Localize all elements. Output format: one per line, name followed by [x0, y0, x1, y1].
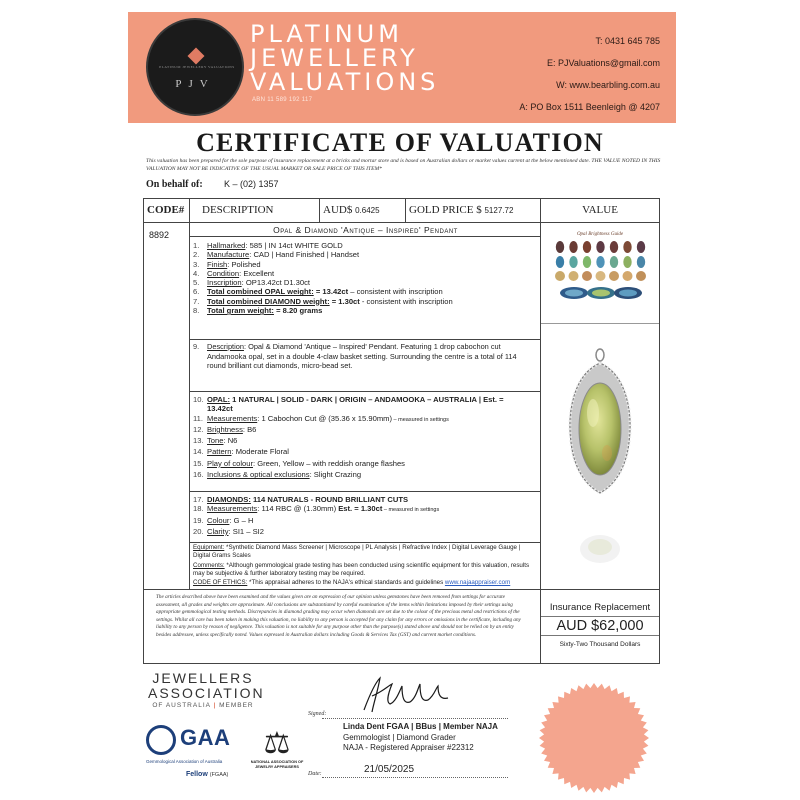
header-description: DESCRIPTION [190, 199, 320, 222]
line-number: 15. [193, 458, 204, 468]
seal-stamp [538, 682, 650, 794]
certificate-title: CERTIFICATE OF VALUATION [196, 128, 604, 157]
field-value: : G – H [229, 515, 254, 525]
opal-sample [596, 256, 604, 268]
date-line [322, 777, 508, 778]
on-behalf-label: On behalf of: [146, 179, 203, 190]
field-value: *Synthetic Diamond Mass Screener | Microscope | PL Analysis | Refractive Index | Digital Leverage Gauge | Digital Grams Scales [193, 544, 521, 560]
field-key: Manufacture [207, 250, 250, 260]
field-value: : 114 RBC @ (1.30mm) [257, 504, 339, 514]
opal-sample [569, 256, 577, 268]
contact-address: A: PO Box 1511 Beenleigh @ 4207 [519, 102, 660, 112]
line-number: 14. [193, 447, 204, 457]
gold-label: GOLD PRICE $ [409, 204, 482, 216]
opal-detail-line [190, 425, 541, 436]
field-value: : Polished [227, 259, 261, 269]
description-section [190, 340, 541, 392]
field-value: : Moderate Floral [231, 447, 289, 457]
opal-detail-line [190, 447, 541, 458]
letterhead [128, 12, 676, 123]
line-number: 10. [193, 395, 204, 404]
date-label: Date: [308, 771, 322, 777]
aud-value: 0.6425 [355, 206, 380, 215]
contact-website: W: www.bearbling.com.au [556, 80, 660, 90]
description-paragraph [190, 342, 541, 371]
item-code: 8892 [149, 230, 170, 240]
diamond-detail-line [190, 504, 541, 515]
field-key: Total combined OPAL weight: [207, 287, 314, 297]
naja-text: NATIONAL ASSOCIATION OF JEWELRY APPRAISERS [250, 760, 304, 769]
opal-sample [569, 241, 577, 253]
field-emphasis: = 1.30ct [329, 296, 360, 306]
field-value: : N6 [223, 436, 238, 446]
terms-disclaimer: The articles described above have been examined and the values given are an expression of our opinion unless gemstones have been removed from settings for accurate assessment, all grades and weights are approximate. All conclusions are substantiated by careful examination of the items within limitations imposed by their settings using appropriate gemmological testing methods. Discrepancies in diamond grading may occur when diamonds are set due to the colour of the precious metal and restrictions of the settings. Whilst all care has been taken in making this valuation, no liability to any person is accepted for any claim for any errors or omissions in the certificate, including any liability to any person by reason of negligence. This valuation is not suitable for any purpose other than the purpose(s) stated above and should not be relied on by an entity besides addressee, unless specifically noted. Values expressed in Australian dollars including Goods & Services Tax (GST) and current market conditions. [144, 589, 541, 663]
insurance-label: Insurance Replacement [549, 602, 651, 613]
opal-lines [190, 414, 541, 482]
field-key: Play of colour [207, 458, 254, 468]
fellow-sub: (FGAA) [209, 772, 229, 778]
value-divider [541, 323, 659, 324]
opal-sample [583, 256, 591, 268]
line-number: 17. [193, 495, 204, 504]
fellow-label: Fellow [186, 771, 208, 778]
ethics-note [190, 579, 541, 588]
detail-line [190, 250, 541, 259]
field-value: : Slight Crazing [309, 470, 362, 480]
line-number: 19. [193, 515, 204, 525]
contact-email: E: PJValuations@gmail.com [546, 58, 660, 68]
field-key: Inclusions & optical exclusions [207, 470, 310, 480]
detail-line [190, 297, 541, 306]
field-value: : 585 | IN 14ct WHITE GOLD [245, 241, 343, 250]
diamond-lines [190, 504, 541, 538]
line-number: 7. [193, 296, 200, 306]
field-value: *This appraisal adheres to the NAJA's ethical standards and guidelines [247, 579, 445, 587]
jewellers-association-logo [148, 670, 265, 709]
abn-number: ABN 11 589 192 117 [252, 97, 313, 103]
opal-section [190, 392, 541, 492]
item-title: Opal & Diamond 'Antique – Inspired' Pendant [190, 225, 541, 237]
opal-sample [623, 256, 631, 268]
field-note: – measured in settings [382, 507, 440, 514]
pjv-logo [146, 18, 244, 116]
line-number: 5. [193, 278, 200, 288]
ja-line-1: JEWELLERS [152, 670, 254, 686]
detail-line [190, 278, 541, 287]
signed-label: Signed: [308, 711, 327, 717]
date-value: 21/05/2025 [364, 764, 415, 775]
line-number: 12. [193, 424, 204, 434]
line-number: 9. [193, 342, 200, 351]
field-key: Hallmarked [207, 241, 246, 250]
field-value: : CAD | Hand Finished | Handset [249, 250, 360, 260]
notes-section [190, 543, 541, 589]
insurance-value: AUD $62,000 [541, 616, 659, 636]
field-key: Measurements [207, 504, 258, 514]
opal-heading [190, 395, 541, 404]
opal-sample [623, 241, 631, 253]
opal-sample [582, 271, 592, 281]
insurance-value-words: Sixty-Two Thousand Dollars [559, 641, 641, 648]
opal-sample [610, 241, 618, 253]
code-column [144, 223, 190, 589]
comments-note [190, 562, 541, 580]
field-key: Brightness [207, 424, 243, 434]
opal-sample [556, 256, 564, 268]
field-value: 114 NATURALS - ROUND BRILLIANT CUTS [250, 495, 409, 504]
opal-sample [636, 271, 646, 281]
opal-sample [623, 271, 633, 281]
field-key: Inscription [207, 278, 242, 288]
logo-ring-text: PLATINUM JEWELLERY VALUATIONS [159, 65, 235, 69]
contact-phone: T: 0431 645 785 [595, 36, 660, 46]
opal-sample [556, 241, 564, 253]
line-number: 2. [193, 250, 200, 260]
header-code: CODE# [144, 199, 190, 222]
field-emphasis: Est. = 1.30ct [338, 504, 383, 514]
header-gold-price [406, 199, 541, 222]
field-key: Tone [207, 436, 224, 446]
field-key: OPAL: [207, 395, 231, 404]
field-value: : B6 [242, 424, 257, 434]
opal-heading-cont: 13.42ct [207, 404, 233, 414]
field-key: Total combined DIAMOND weight: [207, 296, 330, 306]
opal-sample [569, 271, 579, 281]
naja-link[interactable]: www.najaappraiser.com [444, 579, 511, 587]
opal-sample [555, 271, 565, 281]
line-number: 6. [193, 287, 200, 297]
opal-detail-line [190, 470, 541, 481]
field-key: Description [207, 342, 244, 351]
brand-name [250, 22, 439, 94]
line-number: 18. [193, 504, 204, 514]
opal-sample [596, 241, 604, 253]
field-value: – consistent with inscription [348, 287, 443, 297]
line-number: 11. [193, 413, 203, 423]
naja-logo [248, 728, 306, 769]
field-key: Total gram weight: [207, 306, 274, 316]
field-value: : SI1 – SI2 [228, 526, 264, 536]
opal-brightness-guide-image [541, 223, 659, 323]
header-aud [320, 199, 406, 222]
diamond-section [190, 492, 541, 543]
diamond-detail-line [190, 516, 541, 527]
opal-detail-line [190, 414, 541, 425]
line-number: 8. [193, 306, 200, 316]
opal-sample [609, 271, 619, 281]
field-key: Equipment: [193, 544, 225, 551]
detail-line [190, 241, 541, 250]
diamond-detail-line [190, 527, 541, 538]
field-value: : Opal & Diamond 'Antique – Inspired' Pendant. Featuring 1 drop cabochon cut Andamooka opal, set in a double 4-claw basket setting. Surrounding the centre is a total of 114 round brilliant cut diamonds, micro-bead set. [207, 342, 517, 371]
opal-guide-title: Opal Brightness Guide [576, 232, 624, 237]
field-key: CODE OF ETHICS: [193, 579, 248, 587]
ja-line-3b: MEMBER [219, 702, 254, 709]
field-key: Measurements [207, 413, 258, 423]
signer-name: Linda Dent FGAA | BBus | Member NAJA [343, 722, 498, 731]
line-number: 16. [193, 470, 204, 480]
line-number: 20. [193, 526, 204, 536]
gaa-globe-icon [146, 725, 176, 755]
gaa-subtitle: Gemmological Association of Australia [146, 759, 223, 764]
detail-line [190, 306, 541, 315]
field-note: – measured in settings [392, 416, 449, 423]
ja-line-2: ASSOCIATION [148, 685, 265, 701]
description-column [190, 223, 541, 589]
detail-line [190, 287, 541, 296]
equipment-note [190, 543, 541, 562]
brand-line-3: VALUATIONS [250, 68, 440, 96]
signature-line [322, 718, 508, 719]
field-value: : Green, Yellow – with reddish orange flashes [253, 458, 405, 468]
field-value: 1 NATURAL | SOLID - DARK | ORIGIN – ANDAMOOKA – AUSTRALIA | Est. = [230, 395, 504, 404]
signer-registration: NAJA - Registered Appraiser #22312 [343, 743, 474, 752]
opal-detail-line [190, 436, 541, 447]
fellow-badge [186, 771, 228, 778]
field-key: Clarity [207, 526, 229, 536]
opal-sample [596, 271, 606, 281]
field-emphasis: = 8.20 grams [273, 306, 323, 316]
field-key: DIAMONDS: [207, 495, 251, 504]
contact-details [519, 30, 660, 118]
opal-sample [637, 256, 645, 268]
field-value: *Although gemmological grade testing has been conducted using scientific equipment for this valuation, results may be subjective & further laboratory testing may be required. [193, 561, 530, 577]
table-header-row [144, 199, 659, 223]
gaa-text: GAA [180, 725, 231, 750]
field-emphasis: = 13.42ct [313, 287, 349, 297]
opal-sample [637, 241, 645, 253]
value-column [541, 223, 659, 589]
diamond-heading [190, 495, 541, 504]
field-key: Comments: [193, 561, 225, 569]
opal-detail-line [190, 459, 541, 470]
field-key: Pattern [207, 447, 232, 457]
field-value: : Excellent [239, 268, 275, 278]
field-value: - consistent with inscription [359, 296, 453, 306]
detail-line [190, 269, 541, 278]
opal-sample [583, 241, 591, 253]
pendant-photo [541, 343, 659, 583]
signer-details [343, 722, 498, 754]
valuation-table [143, 198, 660, 664]
valuation-disclaimer: This valuation has been prepared for the sole purpose of insurance replacement at a bricks and mortar store and is based on Australian dollars or market values current at the below mentioned date. THE VALUE NOTED IN THIS VALUATION MAY NOT BE INDICATIVE OF THE USUAL MARKET OR SALE PRICE OF THIS ITEM* [146, 158, 661, 172]
insurance-replacement-box [541, 589, 659, 663]
gold-value: 5127.72 [484, 206, 514, 215]
header-value: VALUE [582, 204, 618, 216]
ja-line-3a: OF AUSTRALIA [152, 702, 211, 709]
logo-monogram: PJV [175, 78, 215, 90]
brand-line-2: JEWELLERY [250, 44, 419, 72]
line-number: 4. [193, 268, 200, 278]
line-number: 3. [193, 259, 200, 269]
signature [356, 672, 456, 716]
ja-line-3: OF AUSTRALIA | MEMBER [152, 702, 254, 709]
detail-line [190, 260, 541, 269]
field-key: Colour [207, 515, 230, 525]
line-number: 13. [193, 436, 204, 446]
brand-line-1: PLATINUM [250, 20, 403, 48]
on-behalf-value: K – (02) 1357 [224, 179, 279, 189]
general-details-section [190, 239, 541, 340]
signer-title: Gemmologist | Diamond Grader [343, 732, 456, 742]
line-number: 1. [193, 241, 200, 250]
opal-sample [610, 256, 618, 268]
aud-label: AUD$ [323, 204, 353, 216]
field-key: Finish [207, 259, 228, 269]
scales-icon: ⚖ [263, 727, 291, 760]
field-value: : OP13.42ct D1.30ct [241, 278, 311, 288]
field-key: Condition [207, 268, 240, 278]
field-value: : 1 Cabochon Cut @ (35.36 x 15.90mm) [257, 413, 392, 423]
diamond-icon [188, 48, 205, 65]
